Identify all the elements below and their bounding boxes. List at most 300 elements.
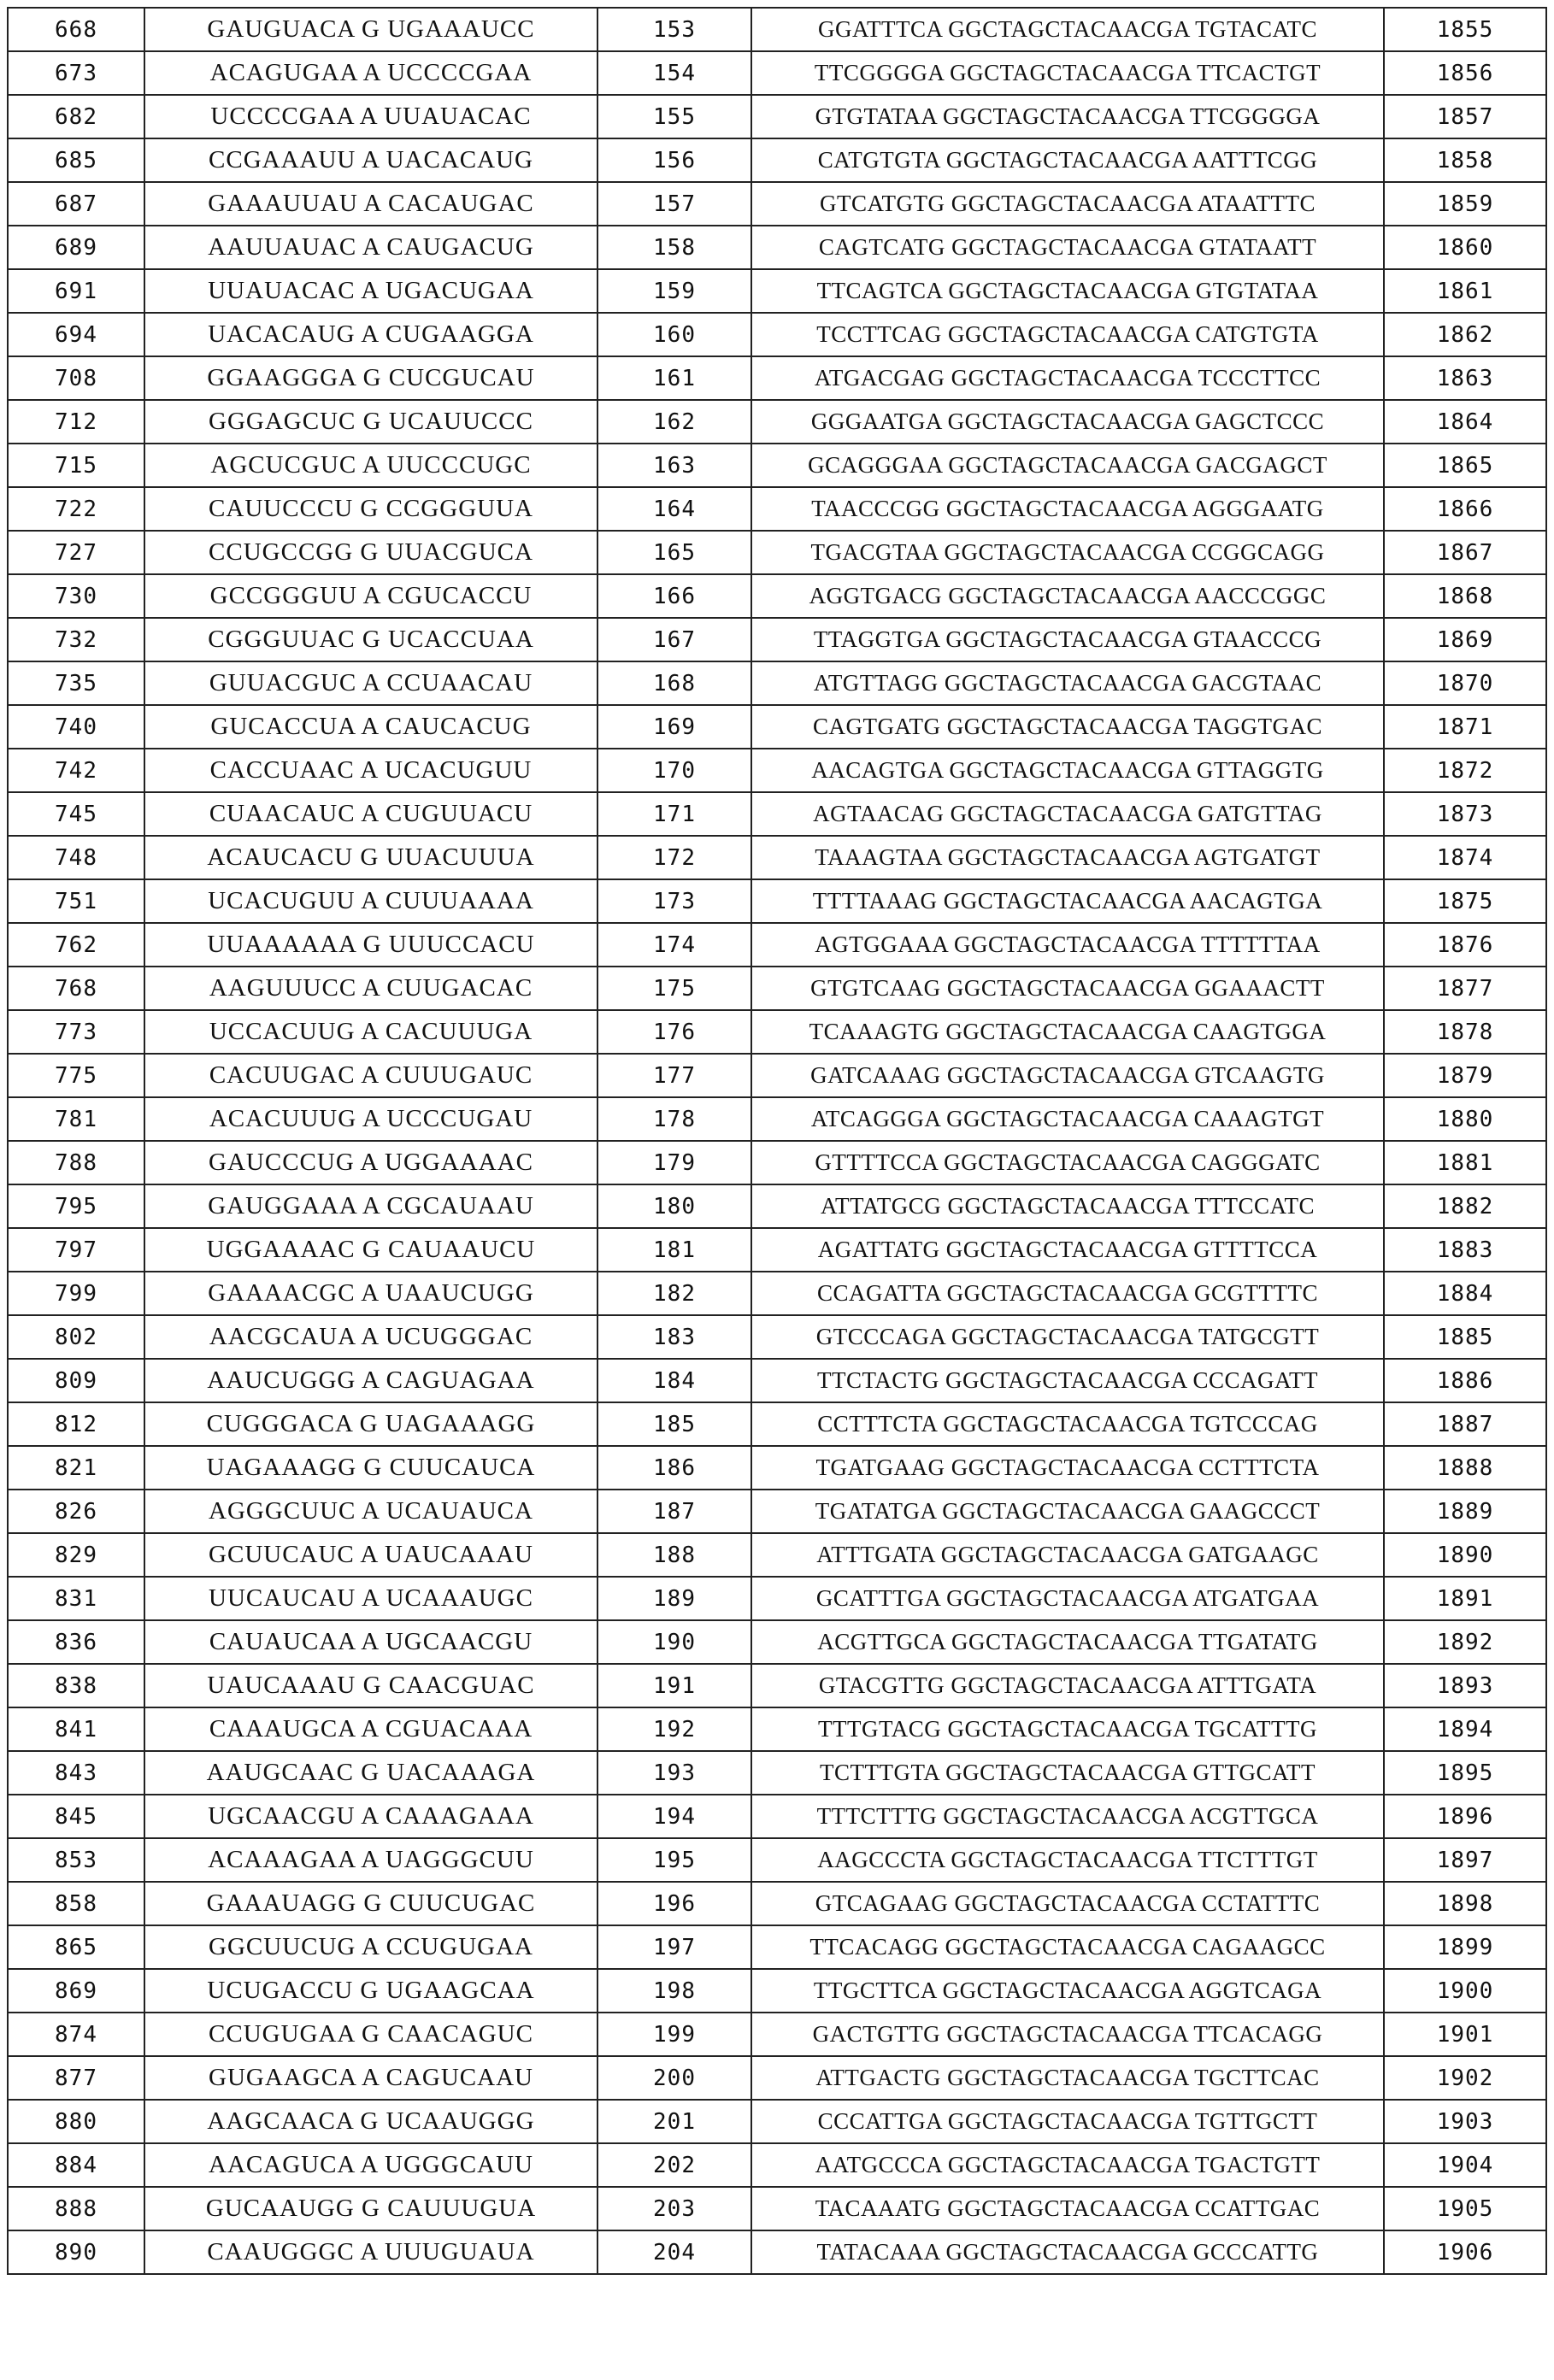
site-position-cell: 884 (8, 2143, 144, 2187)
seq-id-cell: 188 (597, 1533, 751, 1577)
dnazyme-sequence-cell: ATGACGAG GGCTAGCTACAACGA TCCCTTCC (751, 356, 1384, 400)
table-row (8, 1882, 1546, 1925)
seq-id-cell: 186 (597, 1446, 751, 1490)
dnazyme-seq-id-cell: 1901 (1384, 2013, 1546, 2056)
seq-id-cell: 187 (597, 1490, 751, 1533)
site-position-cell: 691 (8, 269, 144, 313)
seq-id-cell: 203 (597, 2187, 751, 2230)
site-position-cell: 795 (8, 1184, 144, 1228)
dnazyme-seq-id-cell: 1860 (1384, 226, 1546, 269)
target-sequence-cell: UUAAAAAA G UUUCCACU (144, 923, 597, 967)
table-row (8, 1925, 1546, 1969)
seq-id-cell: 191 (597, 1664, 751, 1707)
target-sequence-cell: GAUCCCUG A UGGAAAAC (144, 1141, 597, 1184)
site-position-cell: 712 (8, 400, 144, 444)
table-row (8, 95, 1546, 138)
seq-id-cell: 181 (597, 1228, 751, 1272)
table-row (8, 1228, 1546, 1272)
seq-id-cell: 197 (597, 1925, 751, 1969)
dnazyme-seq-id-cell: 1856 (1384, 51, 1546, 95)
site-position-cell: 845 (8, 1795, 144, 1838)
dnazyme-seq-id-cell: 1892 (1384, 1620, 1546, 1664)
seq-id-cell: 175 (597, 967, 751, 1010)
site-position-cell: 831 (8, 1577, 144, 1620)
seq-id-cell: 166 (597, 574, 751, 618)
dnazyme-seq-id-cell: 1858 (1384, 138, 1546, 182)
seq-id-cell: 199 (597, 2013, 751, 2056)
dnazyme-sequence-cell: GTACGTTG GGCTAGCTACAACGA ATTTGATA (751, 1664, 1384, 1707)
dnazyme-sequence-cell: TCAAAGTG GGCTAGCTACAACGA CAAGTGGA (751, 1010, 1384, 1054)
seq-id-cell: 180 (597, 1184, 751, 1228)
target-sequence-cell: AAUUAUAC A CAUGACUG (144, 226, 597, 269)
dnazyme-seq-id-cell: 1905 (1384, 2187, 1546, 2230)
dnazyme-sequence-cell: AGATTATG GGCTAGCTACAACGA GTTTTCCA (751, 1228, 1384, 1272)
site-position-cell: 836 (8, 1620, 144, 1664)
seq-id-cell: 177 (597, 1054, 751, 1097)
seq-id-cell: 159 (597, 269, 751, 313)
target-sequence-cell: AAUGCAAC G UACAAAGA (144, 1751, 597, 1795)
target-sequence-cell: CUAACAUC A CUGUUACU (144, 792, 597, 836)
table-row (8, 2013, 1546, 2056)
table-row (8, 1664, 1546, 1707)
site-position-cell: 773 (8, 1010, 144, 1054)
dnazyme-sequence-cell: CATGTGTA GGCTAGCTACAACGA AATTTCGG (751, 138, 1384, 182)
site-position-cell: 735 (8, 661, 144, 705)
dnazyme-sequence-cell: CCCATTGA GGCTAGCTACAACGA TGTTGCTT (751, 2100, 1384, 2143)
seq-id-cell: 200 (597, 2056, 751, 2100)
target-sequence-cell: GGAAGGGA G CUCGUCAU (144, 356, 597, 400)
site-position-cell: 843 (8, 1751, 144, 1795)
seq-id-cell: 158 (597, 226, 751, 269)
table-row (8, 618, 1546, 661)
site-position-cell: 809 (8, 1359, 144, 1402)
table-row (8, 1577, 1546, 1620)
dnazyme-sequence-cell: TTAGGTGA GGCTAGCTACAACGA GTAACCCG (751, 618, 1384, 661)
site-position-cell: 689 (8, 226, 144, 269)
target-sequence-cell: GCUUCAUC A UAUCAAAU (144, 1533, 597, 1577)
target-sequence-cell: GCCGGGUU A CGUCACCU (144, 574, 597, 618)
table-row (8, 313, 1546, 356)
site-position-cell: 880 (8, 2100, 144, 2143)
table-row (8, 2143, 1546, 2187)
table-row (8, 2187, 1546, 2230)
dnazyme-seq-id-cell: 1891 (1384, 1577, 1546, 1620)
target-sequence-cell: UAUCAAAU G CAACGUAC (144, 1664, 597, 1707)
dnazyme-seq-id-cell: 1887 (1384, 1402, 1546, 1446)
dnazyme-sequence-cell: GGATTTCA GGCTAGCTACAACGA TGTACATC (751, 8, 1384, 51)
seq-id-cell: 201 (597, 2100, 751, 2143)
table-row (8, 51, 1546, 95)
dnazyme-seq-id-cell: 1874 (1384, 836, 1546, 879)
target-sequence-cell: GUGAAGCA A CAGUCAAU (144, 2056, 597, 2100)
target-sequence-cell: ACAGUGAA A UCCCCGAA (144, 51, 597, 95)
dnazyme-seq-id-cell: 1897 (1384, 1838, 1546, 1882)
site-position-cell: 888 (8, 2187, 144, 2230)
seq-id-cell: 153 (597, 8, 751, 51)
dnazyme-sequence-cell: TTTCTTTG GGCTAGCTACAACGA ACGTTGCA (751, 1795, 1384, 1838)
target-sequence-cell: AAGCAACA G UCAAUGGG (144, 2100, 597, 2143)
table-row (8, 400, 1546, 444)
dnazyme-sequence-cell: AGGTGACG GGCTAGCTACAACGA AACCCGGC (751, 574, 1384, 618)
dnazyme-sequence-cell: GGGAATGA GGCTAGCTACAACGA GAGCTCCC (751, 400, 1384, 444)
table-row (8, 1054, 1546, 1097)
dnazyme-sequence-cell: GTCCCAGA GGCTAGCTACAACGA TATGCGTT (751, 1315, 1384, 1359)
dnazyme-sequence-cell: GCAGGGAA GGCTAGCTACAACGA GACGAGCT (751, 444, 1384, 487)
dnazyme-seq-id-cell: 1877 (1384, 967, 1546, 1010)
dnazyme-sequence-cell: GTCAGAAG GGCTAGCTACAACGA CCTATTTC (751, 1882, 1384, 1925)
table-row (8, 1141, 1546, 1184)
table-row (8, 792, 1546, 836)
target-sequence-cell: CUGGGACA G UAGAAAGG (144, 1402, 597, 1446)
seq-id-cell: 202 (597, 2143, 751, 2187)
dnazyme-seq-id-cell: 1889 (1384, 1490, 1546, 1533)
seq-id-cell: 173 (597, 879, 751, 923)
dnazyme-seq-id-cell: 1902 (1384, 2056, 1546, 2100)
table-row (8, 531, 1546, 574)
target-sequence-cell: CCUGCCGG G UUACGUCA (144, 531, 597, 574)
target-sequence-cell: ACAAAGAA A UAGGGCUU (144, 1838, 597, 1882)
site-position-cell: 775 (8, 1054, 144, 1097)
dnazyme-sequence-cell: GCATTTGA GGCTAGCTACAACGA ATGATGAA (751, 1577, 1384, 1620)
dnazyme-sequence-cell: GACTGTTG GGCTAGCTACAACGA TTCACAGG (751, 2013, 1384, 2056)
target-sequence-cell: GAUGUACA G UGAAAUCC (144, 8, 597, 51)
table-row (8, 1707, 1546, 1751)
seq-id-cell: 179 (597, 1141, 751, 1184)
seq-id-cell: 192 (597, 1707, 751, 1751)
seq-id-cell: 176 (597, 1010, 751, 1054)
dnazyme-seq-id-cell: 1899 (1384, 1925, 1546, 1969)
site-position-cell: 727 (8, 531, 144, 574)
table-row (8, 1010, 1546, 1054)
target-sequence-cell: UCUGACCU G UGAAGCAA (144, 1969, 597, 2013)
dnazyme-seq-id-cell: 1857 (1384, 95, 1546, 138)
table-row (8, 1751, 1546, 1795)
site-position-cell: 841 (8, 1707, 144, 1751)
table-row (8, 1795, 1546, 1838)
dnazyme-sequence-cell: TTCTACTG GGCTAGCTACAACGA CCCAGATT (751, 1359, 1384, 1402)
seq-id-cell: 160 (597, 313, 751, 356)
site-position-cell: 838 (8, 1664, 144, 1707)
target-sequence-cell: CACCUAAC A UCACUGUU (144, 749, 597, 792)
dnazyme-seq-id-cell: 1879 (1384, 1054, 1546, 1097)
table-row (8, 226, 1546, 269)
dnazyme-sequence-cell: TTCACAGG GGCTAGCTACAACGA CAGAAGCC (751, 1925, 1384, 1969)
dnazyme-sequence-cell: CCAGATTA GGCTAGCTACAACGA GCGTTTTC (751, 1272, 1384, 1315)
dnazyme-seq-id-cell: 1870 (1384, 661, 1546, 705)
dnazyme-seq-id-cell: 1872 (1384, 749, 1546, 792)
site-position-cell: 682 (8, 95, 144, 138)
dnazyme-seq-id-cell: 1859 (1384, 182, 1546, 226)
dnazyme-seq-id-cell: 1894 (1384, 1707, 1546, 1751)
seq-id-cell: 155 (597, 95, 751, 138)
dnazyme-sequence-cell: TTTTAAAG GGCTAGCTACAACGA AACAGTGA (751, 879, 1384, 923)
target-sequence-cell: CAUAUCAA A UGCAACGU (144, 1620, 597, 1664)
site-position-cell: 877 (8, 2056, 144, 2100)
table-row (8, 879, 1546, 923)
dnazyme-seq-id-cell: 1896 (1384, 1795, 1546, 1838)
table-row (8, 2230, 1546, 2274)
site-position-cell: 890 (8, 2230, 144, 2274)
dnazyme-sequence-cell: ATTATGCG GGCTAGCTACAACGA TTTCCATC (751, 1184, 1384, 1228)
dnazyme-seq-id-cell: 1888 (1384, 1446, 1546, 1490)
seq-id-cell: 164 (597, 487, 751, 531)
dnazyme-sequence-cell: GTCATGTG GGCTAGCTACAACGA ATAATTTC (751, 182, 1384, 226)
site-position-cell: 740 (8, 705, 144, 749)
site-position-cell: 781 (8, 1097, 144, 1141)
seq-id-cell: 174 (597, 923, 751, 967)
dnazyme-sequence-cell: ATTGACTG GGCTAGCTACAACGA TGCTTCAC (751, 2056, 1384, 2100)
dnazyme-sequence-cell: AAGCCCTA GGCTAGCTACAACGA TTCTTTGT (751, 1838, 1384, 1882)
dnazyme-seq-id-cell: 1865 (1384, 444, 1546, 487)
dnazyme-seq-id-cell: 1875 (1384, 879, 1546, 923)
seq-id-cell: 170 (597, 749, 751, 792)
seq-id-cell: 184 (597, 1359, 751, 1402)
seq-id-cell: 195 (597, 1838, 751, 1882)
target-sequence-cell: UACACAUG A CUGAAGGA (144, 313, 597, 356)
table-row (8, 574, 1546, 618)
dnazyme-seq-id-cell: 1895 (1384, 1751, 1546, 1795)
dnazyme-seq-id-cell: 1869 (1384, 618, 1546, 661)
site-position-cell: 821 (8, 1446, 144, 1490)
table-row (8, 967, 1546, 1010)
site-position-cell: 751 (8, 879, 144, 923)
target-sequence-cell: CAAAUGCA A CGUACAAA (144, 1707, 597, 1751)
table-row (8, 1402, 1546, 1446)
dnazyme-seq-id-cell: 1876 (1384, 923, 1546, 967)
target-sequence-cell: ACACUUUG A UCCCUGAU (144, 1097, 597, 1141)
dnazyme-sequence-cell: TGACGTAA GGCTAGCTACAACGA CCGGCAGG (751, 531, 1384, 574)
table-row (8, 1446, 1546, 1490)
target-sequence-cell: GUCACCUA A CAUCACUG (144, 705, 597, 749)
table-row (8, 1097, 1546, 1141)
table-row (8, 836, 1546, 879)
dnazyme-seq-id-cell: 1883 (1384, 1228, 1546, 1272)
dnazyme-sequence-cell: TTGCTTCA GGCTAGCTACAACGA AGGTCAGA (751, 1969, 1384, 2013)
seq-id-cell: 172 (597, 836, 751, 879)
dnazyme-seq-id-cell: 1880 (1384, 1097, 1546, 1141)
target-sequence-cell: UUAUACAC A UGACUGAA (144, 269, 597, 313)
seq-id-cell: 190 (597, 1620, 751, 1664)
target-sequence-cell: UAGAAAGG G CUUCAUCA (144, 1446, 597, 1490)
dnazyme-sequence-cell: ATTTGATA GGCTAGCTACAACGA GATGAAGC (751, 1533, 1384, 1577)
dnazyme-sequence-cell: TCTTTGTA GGCTAGCTACAACGA GTTGCATT (751, 1751, 1384, 1795)
dnazyme-seq-id-cell: 1867 (1384, 531, 1546, 574)
dnazyme-seq-id-cell: 1864 (1384, 400, 1546, 444)
target-sequence-cell: CCUGUGAA G CAACAGUC (144, 2013, 597, 2056)
dnazyme-sequence-cell: ATGTTAGG GGCTAGCTACAACGA GACGTAAC (751, 661, 1384, 705)
dnazyme-seq-id-cell: 1881 (1384, 1141, 1546, 1184)
dnazyme-seq-id-cell: 1862 (1384, 313, 1546, 356)
site-position-cell: 874 (8, 2013, 144, 2056)
dnazyme-sequence-cell: AATGCCCA GGCTAGCTACAACGA TGACTGTT (751, 2143, 1384, 2187)
site-position-cell: 715 (8, 444, 144, 487)
dnazyme-seq-id-cell: 1903 (1384, 2100, 1546, 2143)
table-row (8, 1533, 1546, 1577)
dnazyme-sequence-cell: GATCAAAG GGCTAGCTACAACGA GTCAAGTG (751, 1054, 1384, 1097)
dnazyme-sequence-cell: TACAAATG GGCTAGCTACAACGA CCATTGAC (751, 2187, 1384, 2230)
target-sequence-cell: UCCACUUG A CACUUUGA (144, 1010, 597, 1054)
site-position-cell: 685 (8, 138, 144, 182)
table-row (8, 749, 1546, 792)
site-position-cell: 797 (8, 1228, 144, 1272)
dnazyme-sequence-cell: TAACCCGG GGCTAGCTACAACGA AGGGAATG (751, 487, 1384, 531)
dnazyme-sequence-cell: TAAAGTAA GGCTAGCTACAACGA AGTGATGT (751, 836, 1384, 879)
site-position-cell: 812 (8, 1402, 144, 1446)
table-row (8, 1315, 1546, 1359)
target-sequence-cell: CCGAAAUU A UACACAUG (144, 138, 597, 182)
site-position-cell: 829 (8, 1533, 144, 1577)
site-position-cell: 865 (8, 1925, 144, 1969)
seq-id-cell: 163 (597, 444, 751, 487)
target-sequence-cell: GAAAUAGG G CUUCUGAC (144, 1882, 597, 1925)
dnazyme-seq-id-cell: 1882 (1384, 1184, 1546, 1228)
dnazyme-seq-id-cell: 1868 (1384, 574, 1546, 618)
site-position-cell: 762 (8, 923, 144, 967)
site-position-cell: 745 (8, 792, 144, 836)
dnazyme-sequence-cell: AGTAACAG GGCTAGCTACAACGA GATGTTAG (751, 792, 1384, 836)
sequence-table (7, 7, 1547, 2275)
site-position-cell: 869 (8, 1969, 144, 2013)
site-position-cell: 722 (8, 487, 144, 531)
dnazyme-seq-id-cell: 1884 (1384, 1272, 1546, 1315)
table-row (8, 138, 1546, 182)
table-row (8, 182, 1546, 226)
site-position-cell: 694 (8, 313, 144, 356)
dnazyme-seq-id-cell: 1885 (1384, 1315, 1546, 1359)
dnazyme-sequence-cell: TGATATGA GGCTAGCTACAACGA GAAGCCCT (751, 1490, 1384, 1533)
target-sequence-cell: GUUACGUC A CCUAACAU (144, 661, 597, 705)
dnazyme-seq-id-cell: 1898 (1384, 1882, 1546, 1925)
target-sequence-cell: CGGGUUAC G UCACCUAA (144, 618, 597, 661)
site-position-cell: 730 (8, 574, 144, 618)
dnazyme-seq-id-cell: 1878 (1384, 1010, 1546, 1054)
table-row (8, 1359, 1546, 1402)
dnazyme-seq-id-cell: 1906 (1384, 2230, 1546, 2274)
dnazyme-seq-id-cell: 1871 (1384, 705, 1546, 749)
dnazyme-sequence-cell: TTCAGTCA GGCTAGCTACAACGA GTGTATAA (751, 269, 1384, 313)
table-row (8, 2100, 1546, 2143)
site-position-cell: 799 (8, 1272, 144, 1315)
seq-id-cell: 154 (597, 51, 751, 95)
target-sequence-cell: AAUCUGGG A CAGUAGAA (144, 1359, 597, 1402)
seq-id-cell: 194 (597, 1795, 751, 1838)
dnazyme-seq-id-cell: 1904 (1384, 2143, 1546, 2187)
dnazyme-seq-id-cell: 1861 (1384, 269, 1546, 313)
dnazyme-sequence-cell: TCCTTCAG GGCTAGCTACAACGA CATGTGTA (751, 313, 1384, 356)
seq-id-cell: 183 (597, 1315, 751, 1359)
dnazyme-sequence-cell: TGATGAAG GGCTAGCTACAACGA CCTTTCTA (751, 1446, 1384, 1490)
table-row (8, 356, 1546, 400)
seq-id-cell: 156 (597, 138, 751, 182)
seq-id-cell: 185 (597, 1402, 751, 1446)
table-row (8, 487, 1546, 531)
dnazyme-seq-id-cell: 1866 (1384, 487, 1546, 531)
target-sequence-cell: ACAUCACU G UUACUUUA (144, 836, 597, 879)
dnazyme-sequence-cell: TTCGGGGA GGCTAGCTACAACGA TTCACTGT (751, 51, 1384, 95)
site-position-cell: 768 (8, 967, 144, 1010)
dnazyme-sequence-cell: GTGTATAA GGCTAGCTACAACGA TTCGGGGA (751, 95, 1384, 138)
dnazyme-seq-id-cell: 1900 (1384, 1969, 1546, 2013)
site-position-cell: 826 (8, 1490, 144, 1533)
table-row (8, 1490, 1546, 1533)
site-position-cell: 853 (8, 1838, 144, 1882)
table-row (8, 1272, 1546, 1315)
table-row (8, 1969, 1546, 2013)
dnazyme-sequence-cell: ATCAGGGA GGCTAGCTACAACGA CAAAGTGT (751, 1097, 1384, 1141)
seq-id-cell: 157 (597, 182, 751, 226)
target-sequence-cell: GAUGGAAA A CGCAUAAU (144, 1184, 597, 1228)
seq-id-cell: 182 (597, 1272, 751, 1315)
site-position-cell: 802 (8, 1315, 144, 1359)
dnazyme-seq-id-cell: 1886 (1384, 1359, 1546, 1402)
dnazyme-sequence-cell: GTTTTCCA GGCTAGCTACAACGA CAGGGATC (751, 1141, 1384, 1184)
seq-id-cell: 189 (597, 1577, 751, 1620)
dnazyme-sequence-cell: AACAGTGA GGCTAGCTACAACGA GTTAGGTG (751, 749, 1384, 792)
site-position-cell: 732 (8, 618, 144, 661)
target-sequence-cell: GAAAUUAU A CACAUGAC (144, 182, 597, 226)
target-sequence-cell: GAAAACGC A UAAUCUGG (144, 1272, 597, 1315)
target-sequence-cell: UGGAAAAC G CAUAAUCU (144, 1228, 597, 1272)
dnazyme-seq-id-cell: 1890 (1384, 1533, 1546, 1577)
target-sequence-cell: AGCUCGUC A UUCCCUGC (144, 444, 597, 487)
seq-id-cell: 171 (597, 792, 751, 836)
target-sequence-cell: CAUUCCCU G CCGGGUUA (144, 487, 597, 531)
seq-id-cell: 161 (597, 356, 751, 400)
target-sequence-cell: CACUUGAC A CUUUGAUC (144, 1054, 597, 1097)
seq-id-cell: 169 (597, 705, 751, 749)
target-sequence-cell: AACAGUCA A UGGGCAUU (144, 2143, 597, 2187)
dnazyme-sequence-cell: TTTGTACG GGCTAGCTACAACGA TGCATTTG (751, 1707, 1384, 1751)
seq-id-cell: 198 (597, 1969, 751, 2013)
seq-id-cell: 193 (597, 1751, 751, 1795)
dnazyme-seq-id-cell: 1873 (1384, 792, 1546, 836)
dnazyme-sequence-cell: CAGTGATG GGCTAGCTACAACGA TAGGTGAC (751, 705, 1384, 749)
site-position-cell: 788 (8, 1141, 144, 1184)
site-position-cell: 687 (8, 182, 144, 226)
dnazyme-sequence-cell: GTGTCAAG GGCTAGCTACAACGA GGAAACTT (751, 967, 1384, 1010)
target-sequence-cell: GGGAGCUC G UCAUUCCC (144, 400, 597, 444)
table-row (8, 1620, 1546, 1664)
table-row (8, 705, 1546, 749)
site-position-cell: 708 (8, 356, 144, 400)
seq-id-cell: 204 (597, 2230, 751, 2274)
table-row (8, 269, 1546, 313)
dnazyme-seq-id-cell: 1855 (1384, 8, 1546, 51)
dnazyme-sequence-cell: ACGTTGCA GGCTAGCTACAACGA TTGATATG (751, 1620, 1384, 1664)
table-row (8, 923, 1546, 967)
target-sequence-cell: UGCAACGU A CAAAGAAA (144, 1795, 597, 1838)
sequence-table-body (8, 8, 1546, 2274)
table-row (8, 1838, 1546, 1882)
table-row (8, 661, 1546, 705)
target-sequence-cell: AAGUUUCC A CUUGACAC (144, 967, 597, 1010)
site-position-cell: 748 (8, 836, 144, 879)
seq-id-cell: 196 (597, 1882, 751, 1925)
table-row (8, 8, 1546, 51)
dnazyme-seq-id-cell: 1863 (1384, 356, 1546, 400)
table-row (8, 444, 1546, 487)
dnazyme-seq-id-cell: 1893 (1384, 1664, 1546, 1707)
seq-id-cell: 178 (597, 1097, 751, 1141)
dnazyme-sequence-cell: AGTGGAAA GGCTAGCTACAACGA TTTTTTAA (751, 923, 1384, 967)
seq-id-cell: 162 (597, 400, 751, 444)
table-row (8, 1184, 1546, 1228)
target-sequence-cell: AGGGCUUC A UCAUAUCA (144, 1490, 597, 1533)
site-position-cell: 858 (8, 1882, 144, 1925)
seq-id-cell: 168 (597, 661, 751, 705)
target-sequence-cell: CAAUGGGC A UUUGUAUA (144, 2230, 597, 2274)
dnazyme-sequence-cell: TATACAAA GGCTAGCTACAACGA GCCCATTG (751, 2230, 1384, 2274)
